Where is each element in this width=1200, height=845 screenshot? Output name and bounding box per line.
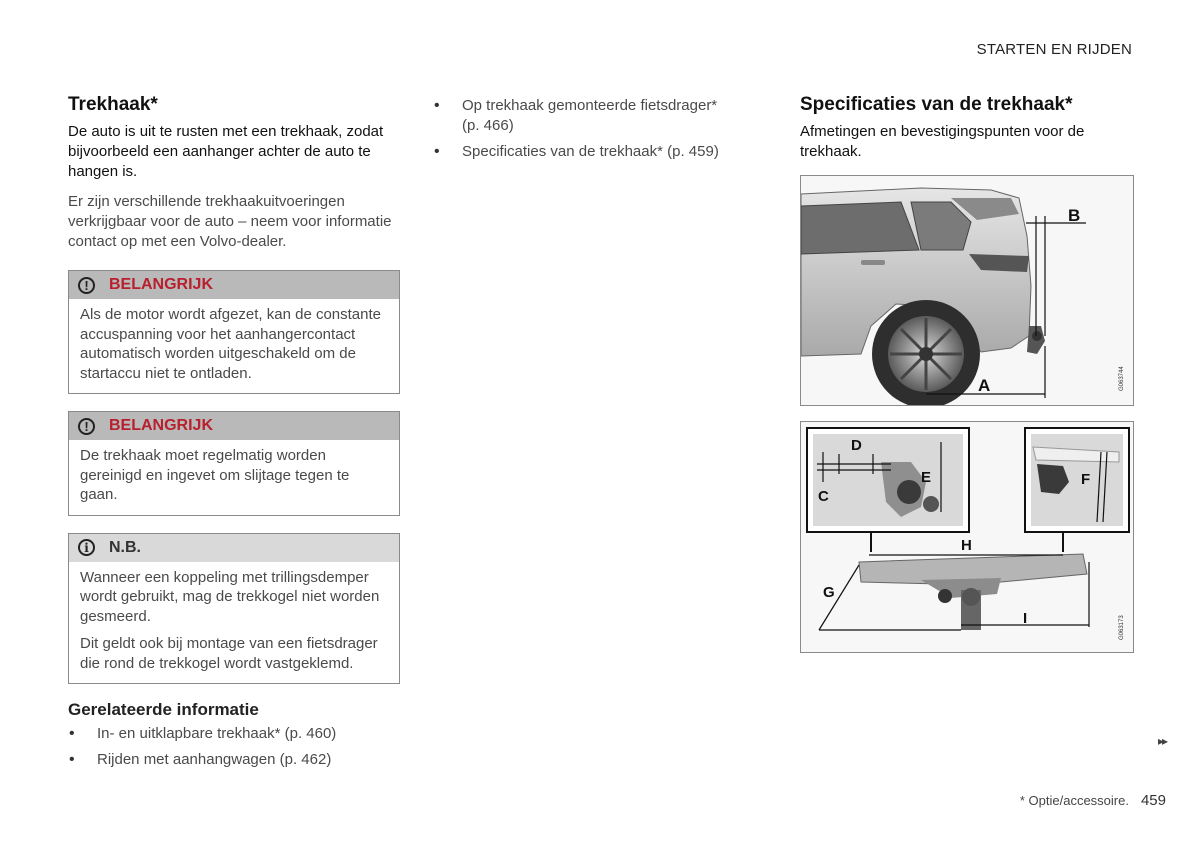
label-e: E: [921, 469, 932, 486]
info-icon: i: [78, 539, 95, 556]
related-link[interactable]: • In- en uitklapbare trekhaak* (p. 460): [68, 724, 400, 744]
label-g: G: [823, 584, 835, 601]
important-label: BELANGRIJK: [109, 276, 214, 293]
label-h: H: [961, 537, 972, 554]
body-text: Er zijn verschillende trekhaakuitvoeringen verkrijgbaar voor de auto – neem voor informatie contact op met een Volvo-dealer.: [68, 193, 392, 250]
important-box-1: [68, 270, 400, 394]
related-link[interactable]: • Specificaties van de trekhaak* (p. 459): [433, 142, 733, 162]
related-link[interactable]: • Op trekhaak gemonteerde fietsdrager* (p. 466): [433, 96, 733, 136]
car-rear-illustration: [801, 176, 1133, 405]
continue-arrows-icon: ▸▸: [1157, 734, 1166, 748]
related-title: Gerelateerde informatie: [68, 700, 259, 719]
note-box: [68, 533, 400, 685]
note-header: [69, 534, 399, 562]
related-link[interactable]: • Rijden met aanhangwagen (p. 462): [68, 750, 400, 770]
exclamation-icon: !: [78, 277, 95, 294]
label-a: A: [978, 376, 991, 395]
related-list-continued: [433, 96, 733, 162]
car-rear-figure: [800, 175, 1134, 406]
towbar-dimensions-illustration: [801, 422, 1133, 652]
note-label: N.B.: [109, 538, 141, 556]
exclamation-icon: !: [78, 418, 95, 435]
spec-title: Specificaties van de trekhaak*: [800, 94, 1073, 115]
chapter-title: STARTEN EN RIJDEN: [976, 41, 1132, 58]
label-i: I: [1023, 610, 1028, 627]
footer-note: * Optie/accessoire.: [1019, 793, 1129, 808]
middle-column: [433, 96, 733, 168]
label-c: C: [818, 488, 829, 505]
important-label: BELANGRIJK: [109, 417, 214, 434]
related-list: [68, 724, 400, 770]
figure-code: G063744: [1119, 366, 1125, 391]
label-b: B: [1068, 206, 1081, 225]
important-text: Als de motor wordt afgezet, kan de constante accuspanning voor het aanhangercontact automatisch worden uitgeschakeld om de startaccu niet te ontladen.: [80, 306, 382, 382]
towbar-dimensions-figure: [800, 421, 1134, 653]
figure-code: G063173: [1119, 615, 1125, 640]
section-title: Trekhaak*: [68, 94, 158, 115]
note-text-1: Wanneer een koppeling met trillingsdemper wordt gebruikt, mag de trekkogel niet worden gesmeerd.: [80, 568, 380, 625]
page-number: 459: [1140, 792, 1166, 809]
label-f: F: [1081, 471, 1091, 488]
right-column: [800, 94, 1134, 172]
important-box-2: [68, 411, 400, 516]
lead-text: De auto is uit te rusten met een trekhaak, zodat bijvoorbeeld een aanhanger achter de auto te hangen is.: [68, 123, 384, 180]
label-d: D: [851, 437, 862, 454]
note-text-2: Dit geldt ook bij montage van een fietsdrager die rond de trekkogel wordt vastgeklemd.: [80, 635, 378, 672]
spec-lead: Afmetingen en bevestigingspunten voor de trekhaak.: [800, 123, 1085, 160]
important-text: De trekhaak moet regelmatig worden gereinigd en ingevet om slijtage tegen te gaan.: [80, 447, 350, 503]
important-header: [69, 412, 399, 440]
left-column: [68, 94, 400, 776]
footer: [1020, 792, 1166, 809]
important-header: [69, 271, 399, 299]
